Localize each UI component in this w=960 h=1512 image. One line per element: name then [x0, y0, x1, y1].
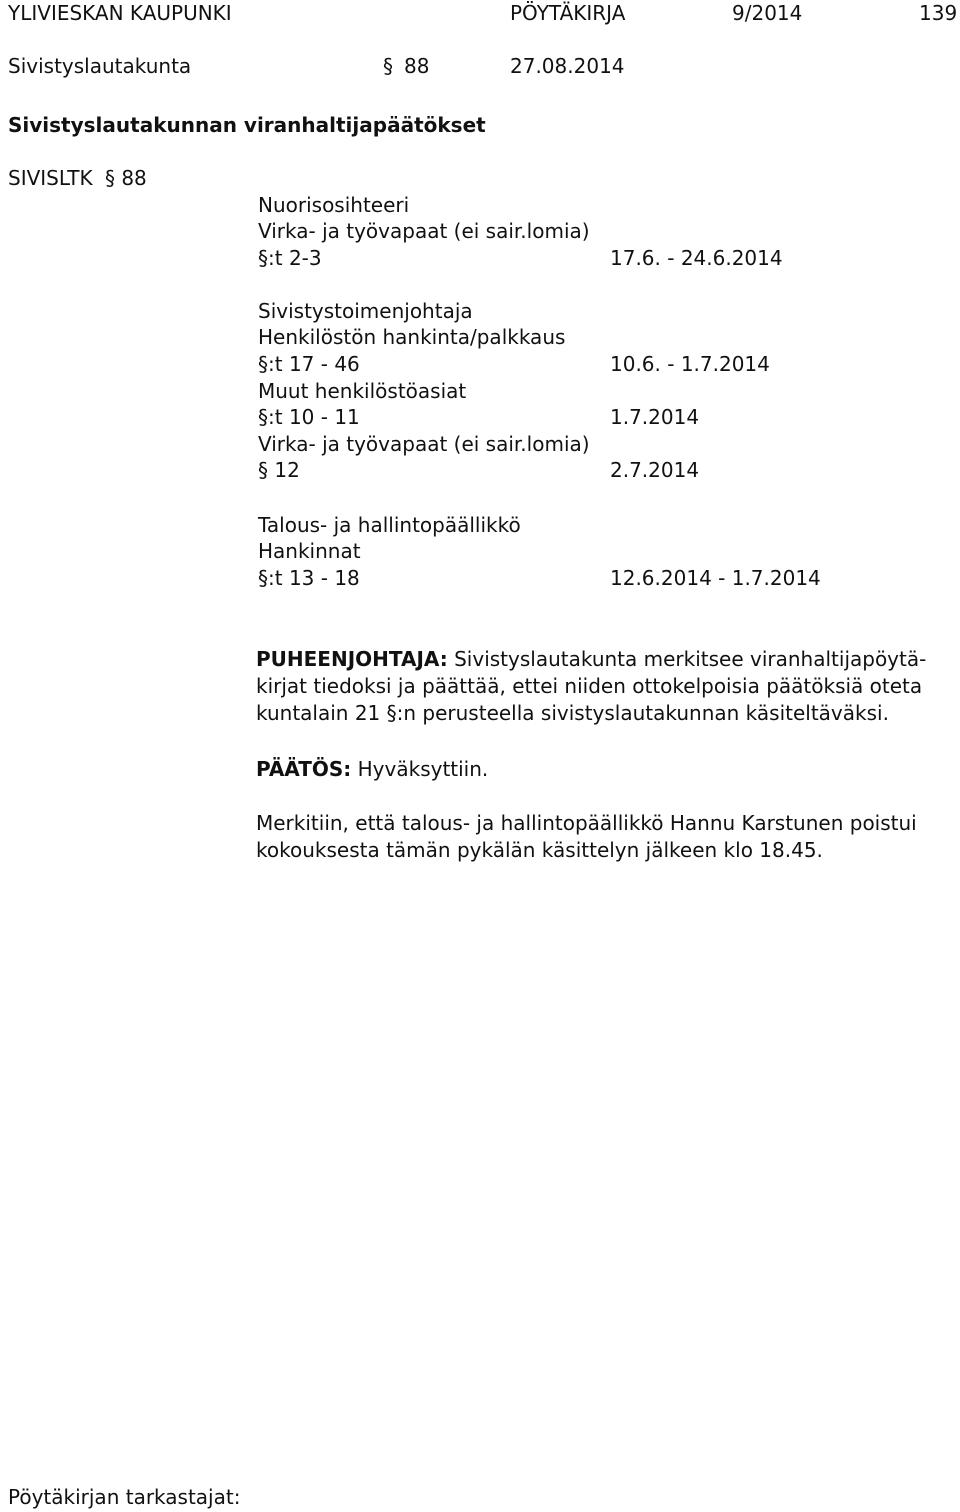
decision-sections: [258, 457, 300, 483]
decision-category: Virka- ja työvapaat (ei sair.lomia): [258, 432, 590, 456]
city-name: YLIVIESKAN KAUPUNKI: [8, 1, 232, 25]
reference-code: [8, 165, 147, 191]
decision-sections: [258, 404, 360, 430]
section-mark: §: [258, 458, 268, 482]
decision-category: Hankinnat: [258, 539, 361, 563]
document-type: PÖYTÄKIRJA: [510, 1, 626, 25]
section-range: :t 10 - 11: [268, 405, 360, 429]
meeting-date: 27.08.2014: [510, 54, 625, 78]
decision-period: 1.7.2014: [610, 405, 700, 429]
decision-sections: [258, 245, 322, 271]
reference-code-text: SIVISLTK: [8, 166, 93, 190]
section-range: :t 2-3: [268, 246, 322, 270]
decision-sections: [258, 351, 360, 377]
reference-number: 88: [121, 166, 147, 190]
section-number: 88: [404, 54, 430, 78]
chair-text-line2: kirjat tiedoksi ja päättää, ettei niiden ottokelpoisia päätöksiä oteta: [256, 674, 923, 698]
decision-period: 10.6. - 1.7.2014: [610, 352, 770, 376]
section-mark: §: [258, 246, 268, 270]
chair-proposal: [256, 646, 956, 727]
note: [256, 810, 956, 864]
section-range: 12: [274, 458, 300, 482]
decision-category: Virka- ja työvapaat (ei sair.lomia): [258, 219, 590, 243]
chair-label: PUHEENJOHTAJA:: [256, 647, 448, 671]
chair-text-line1: Sivistyslautakunta merkitsee viranhaltijapöytä-: [454, 647, 927, 671]
decision-category: Henkilöstön hankinta/palkkaus: [258, 325, 566, 349]
document-number: 9/2014: [732, 1, 803, 25]
decision-category: Muut henkilöstöasiat: [258, 379, 467, 403]
section-mark: §: [383, 54, 393, 78]
decision-text: Hyväksyttiin.: [357, 757, 489, 781]
section-mark: §: [258, 352, 268, 376]
section-range: :t 17 - 46: [268, 352, 360, 376]
official-title: Talous- ja hallintopäällikkö: [258, 513, 521, 537]
page-title: Sivistyslautakunnan viranhaltijapäätökset: [8, 113, 486, 137]
decision-period: 17.6. - 24.6.2014: [610, 246, 783, 270]
chair-text-line3a: kuntalain 21: [256, 701, 381, 725]
decision-label: PÄÄTÖS:: [256, 757, 352, 781]
chair-text-line3b: :n perusteella sivistyslautakunnan käsiteltäväksi.: [396, 701, 889, 725]
section-mark: §: [386, 701, 397, 725]
note-line1: Merkitiin, että talous- ja hallintopäällikkö Hannu Karstunen poistui: [256, 811, 917, 835]
decision-period: 2.7.2014: [610, 458, 700, 482]
section-mark: §: [258, 566, 268, 590]
page-number: 139: [919, 1, 958, 25]
board-name: Sivistyslautakunta: [8, 54, 192, 78]
section-range: :t 13 - 18: [268, 566, 360, 590]
official-title: Sivistystoimenjohtaja: [258, 299, 473, 323]
official-title: Nuorisosihteeri: [258, 193, 410, 217]
section-mark: §: [258, 405, 268, 429]
decision-sections: [258, 565, 360, 591]
note-line2: kokouksesta tämän pykälän käsittelyn jälkeen klo 18.45.: [256, 838, 823, 862]
reference-section-mark: §: [104, 166, 115, 190]
decision-period: 12.6.2014 - 1.7.2014: [610, 566, 821, 590]
decision: [256, 756, 488, 782]
reviewers-label: Pöytäkirjan tarkastajat:: [8, 1485, 241, 1509]
